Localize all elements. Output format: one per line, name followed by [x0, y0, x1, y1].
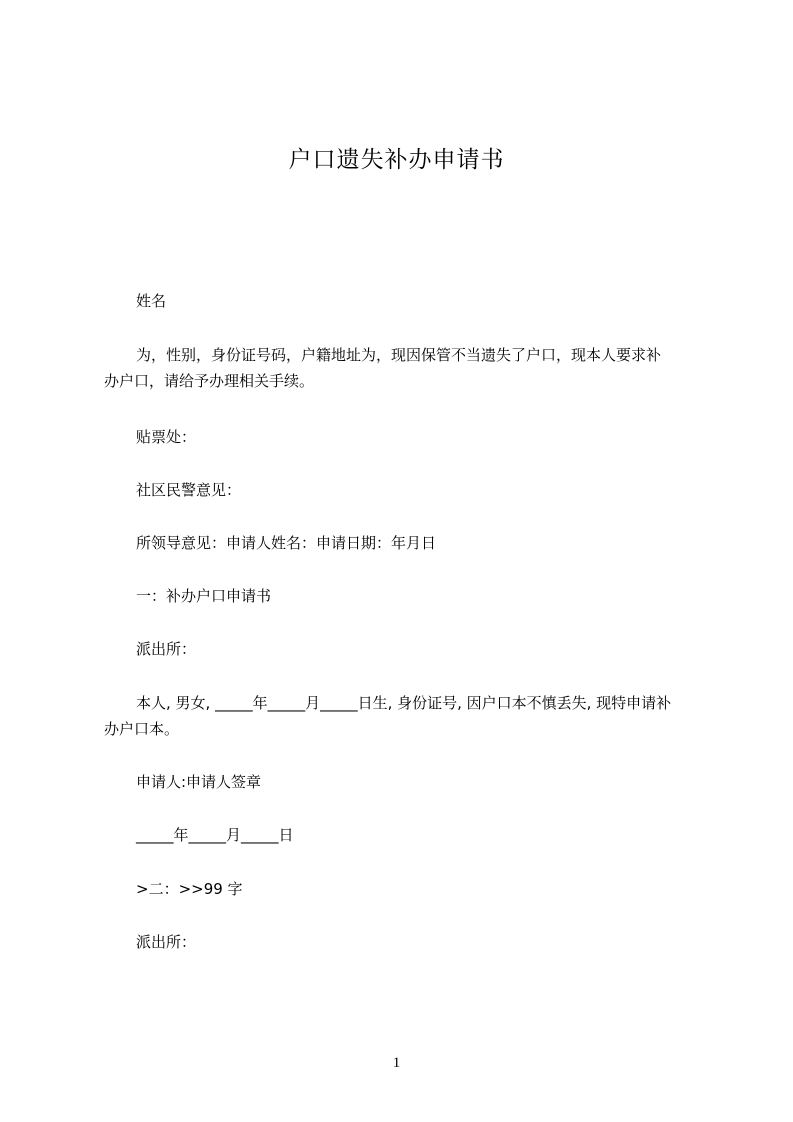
paragraph-applicant-signature: 申请人:申请人签章 — [136, 773, 262, 791]
paragraph-date-blanks: _____年_____月_____日 — [136, 826, 294, 844]
paragraph-police-station: 派出所： — [136, 640, 197, 658]
paragraph-police-station-2: 派出所： — [136, 933, 197, 951]
paragraph-stamp-area: 贴票处： — [136, 428, 197, 446]
paragraph-statement-line-1: 为，性别，身份证号码，户籍地址为，现因保管不当遗失了户口，现本人要求补 — [136, 346, 662, 364]
paragraph-application-line-2: 办户口本。 — [104, 720, 180, 738]
paragraph-name: 姓名 — [136, 292, 167, 310]
paragraph-application-line-1: 本人, 男女, _____年_____月_____日生, 身份证号, 因户口本不慎丢失, 现特申请补 — [136, 694, 672, 712]
paragraph-application-body — [104, 690, 704, 742]
paragraph-leader-opinion: 所领导意见：申请人姓名：申请日期：年月日 — [136, 534, 437, 552]
document-title: 户口遗失补办申请书 — [288, 147, 505, 173]
paragraph-statement-line-2: 办户口，请给予办理相关手续。 — [104, 372, 315, 390]
paragraph-statement — [104, 342, 704, 394]
paragraph-police-opinion: 社区民警意见： — [136, 481, 242, 499]
section-heading-two: >二：>>99 字 — [136, 880, 243, 898]
page-number: 1 — [392, 1055, 401, 1071]
section-heading-one: 一：补办户口申请书 — [136, 587, 272, 605]
